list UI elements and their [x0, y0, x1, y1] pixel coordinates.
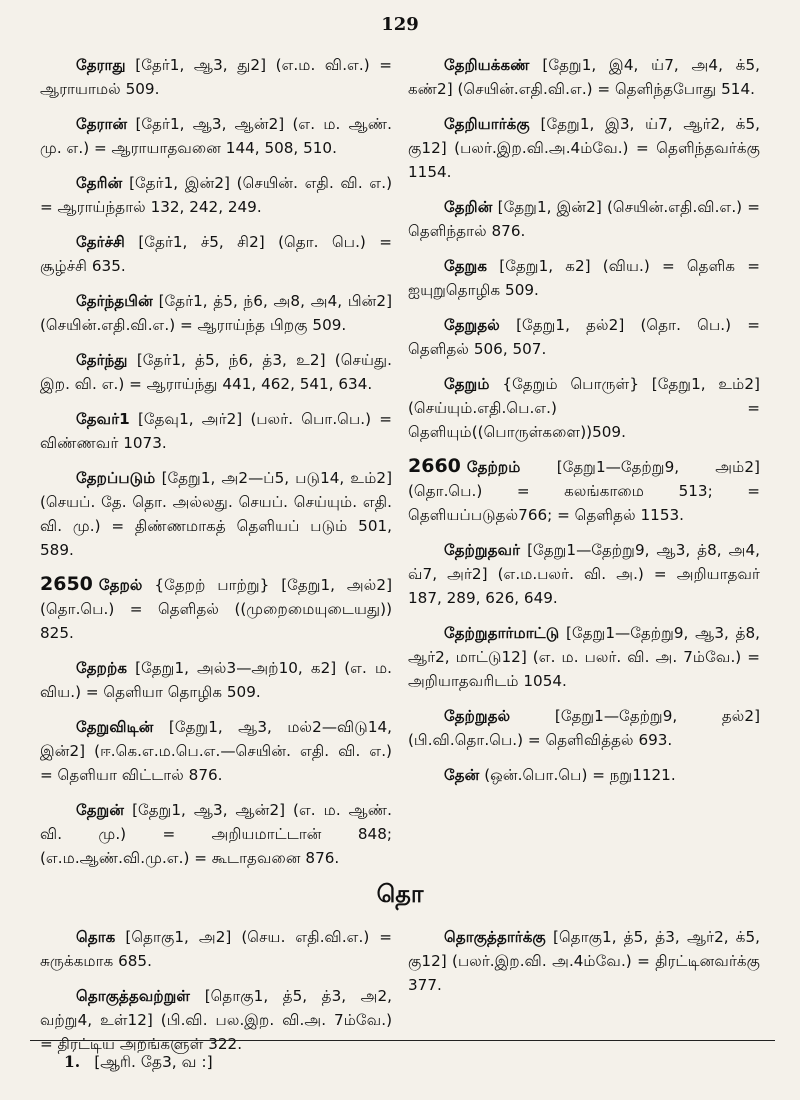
dictionary-entry [40, 111, 392, 160]
right-column [408, 52, 760, 797]
left-column-lower [40, 924, 392, 1066]
entry-headword: தேறியார்க்கு [444, 115, 530, 133]
entry-body: [தேறு1—தேற்று9, ஆ3, த்8, அ4, வ்7, அர்2] (எ.ம.பலர். வி. அ.) = அறியாதவர் 187, 289, 626, 649. [408, 541, 760, 607]
entry-body: [தேர்1, ஆ3, ஆன்2] (எ. ம. ஆண். மு. எ.) = ஆராயாதவனை 144, 508, 510. [40, 115, 392, 157]
entry-headword: தேற்றுதல் [444, 707, 511, 725]
footnote-divider [30, 1040, 775, 1041]
entry-body: [தேர்1, ச்5, சி2] (தொ. பெ.) = சூழ்ச்சி 635. [40, 233, 392, 275]
entry-body: [தேறு1, ஆ3, மல்2—விடு14, இன்2] (ஈ.கெ.எ.ம.பெ.எ.—செயின். எதி. வி. எ.) = தெளியா விட்டால் 876. [40, 718, 392, 784]
entry-headword: தேறியக்கண் [444, 56, 530, 74]
footnote-text: [ஆரி. தே3, வ :] [94, 1053, 213, 1071]
entry-body: {தேறற் பாற்று} [தேறு1, அல்2] (தொ.பெ.) = தெளிதல் ((முறைமையுடையது)) 825. [40, 576, 392, 642]
dictionary-entry [40, 572, 392, 645]
dictionary-entry [40, 347, 392, 396]
dictionary-entry [40, 170, 392, 219]
entry-body: [தேர்1, ஆ3, து2] (எ.ம. வி.எ.) = ஆராயாமல் 509. [40, 56, 392, 98]
entry-body: [தேறு1, இ3, ய்7, ஆர்2, க்5, கு12] (பலர்.இற.வி.அ.4ம்வே.) = தெளிந்தவர்க்கு 1154. [408, 115, 760, 181]
entry-headword: தேறுன் [76, 801, 125, 819]
entry-body: [தேர்1, இன்2] (செயின். எதி. வி. எ.) = ஆராய்ந்தால் 132, 242, 249. [40, 174, 392, 216]
dictionary-entry [408, 371, 760, 444]
entry-body: (ஒன்.பொ.பெ) = நறு1121. [479, 766, 676, 784]
section-heading: தொ [376, 880, 424, 908]
dictionary-entry [40, 797, 392, 870]
entry-headword: தேறுதல் [444, 316, 500, 334]
entry-body: [தேறு1, ஆ3, ஆன்2] (எ. ம. ஆண். வி. மு.) = அறியமாட்டான் 848; (எ.ம.ஆண்.வி.மு.எ.) = கூடாதவனை 876. [40, 801, 392, 867]
entry-body: [தொகு1, த்5, த்3, ஆர்2, க்5, கு12] (பலர்.இற.வி. அ.4ம்வே.) = திரட்டினவர்க்கு 377. [408, 928, 760, 994]
entry-headword: தேறற்க [76, 659, 128, 677]
entry-body: [தேர்1, த்5, ந்6, த்3, உ2] (செய்து. இற. வி. எ.) = ஆராய்ந்து 441, 462, 541, 634. [40, 351, 392, 393]
entry-headword: தொகுத்தவற்றுள் [76, 987, 191, 1005]
dictionary-entry [408, 924, 760, 997]
entry-headword: தேறல் [98, 576, 143, 594]
dictionary-entry [408, 537, 760, 610]
entry-headword: தேறும் [444, 375, 490, 393]
dictionary-entry [40, 983, 392, 1056]
dictionary-entry [40, 52, 392, 101]
entry-headword: தேவர்1 [76, 410, 130, 428]
dictionary-entry [40, 655, 392, 704]
dictionary-entry [408, 194, 760, 243]
entry-body: [தொகு1, அ2] (செய. எதி.வி.எ.) = சுருக்கமாக 685. [40, 928, 392, 970]
entry-body: [தேறு1, க2] (விய.) = தெளிக = ஐயுறுதொழிக 509. [408, 257, 760, 299]
dictionary-entry [408, 312, 760, 361]
dictionary-entry [40, 288, 392, 337]
entry-body: [தேறு1, இ4, ய்7, அ4, க்5, கண்2] (செயின்.எதி.வி.எ.) = தெளிந்தபோது 514. [408, 56, 760, 98]
dictionary-entry [40, 406, 392, 455]
dictionary-entry [40, 465, 392, 562]
entry-headword: தேற்றுதவர் [444, 541, 521, 559]
entry-headword: தேர்ச்சி [76, 233, 125, 251]
dictionary-entry [408, 454, 760, 527]
entry-headword: தொக [76, 928, 116, 946]
entry-headword: தொகுத்தார்க்கு [444, 928, 546, 946]
entry-headword: தேறுவிடின் [76, 718, 154, 736]
entry-headword: தேர்ந்து [76, 351, 128, 369]
entry-headword: தேரான் [76, 115, 128, 133]
entry-body: [தேறு1—தேற்று9, தல்2] (பி.வி.தொ.பெ.) = தெளிவித்தல் 693. [408, 707, 760, 749]
footnote [64, 1052, 213, 1073]
entry-body: [தேறு1, அ2—ப்5, படு14, உம்2] (செயப். தே. தொ. அல்லது. செயப். செய்யும். எதி. வி. மு.) = திண்ணமாகத் தெளியப் படும் 501, 589. [40, 469, 392, 559]
footnote-number: 1. [64, 1052, 81, 1071]
dictionary-entry [40, 924, 392, 973]
page-number: 129 [381, 14, 419, 35]
entry-body: [தேறு1, இன்2] (செயின்.எதி.வி.எ.) = தெளிந்தால் 876. [408, 198, 760, 240]
entry-body: {தேறும் பொருள்} [தேறு1, உம்2] (செய்யும்.எதி.பெ.எ.) = தெளியும்((பொருள்களை))509. [408, 375, 760, 441]
dictionary-entry [408, 52, 760, 101]
entry-body: [தேர்1, த்5, ந்6, அ8, அ4, பின்2] (செயின்.எதி.வி.எ.) = ஆராய்ந்த பிறகு 509. [40, 292, 392, 334]
entry-headword: தேற்றம் [466, 458, 521, 476]
entry-headword: தேற்றுதார்மாட்டு [444, 624, 560, 642]
entry-body: [தொகு1, த்5, த்3, அ2, வற்று4, உள்12] (பி.வி. பல.இற. வி.அ. 7ம்வே.) = திரட்டிய அறங்களுள் 322. [40, 987, 392, 1053]
dictionary-entry [408, 111, 760, 184]
entry-body: [தேவு1, அர்2] (பலர். பொ.பெ.) = விண்ணவர் 1073. [40, 410, 392, 452]
dictionary-entry [408, 620, 760, 693]
entry-headword: தேர்ந்தபின் [76, 292, 153, 310]
dictionary-entry [40, 714, 392, 787]
dictionary-entry [40, 229, 392, 278]
entry-body: [தேறு1, தல்2] (தொ. பெ.) = தெளிதல் 506, 507. [408, 316, 760, 358]
entry-body: [தேறு1—தேற்று9, அம்2] (தொ.பெ.) = கலங்காமை 513; = தெளியப்படுதல்766; = தெளிதல் 1153. [408, 458, 760, 524]
dictionary-entry [408, 253, 760, 302]
entry-headword: தேறப்படும் [76, 469, 156, 487]
entry-headword: தேறுக [444, 257, 488, 275]
entry-headword: தேறின் [444, 198, 493, 216]
entry-headword: தேராது [76, 56, 126, 74]
entry-headword: தேன் [444, 766, 480, 784]
right-column-lower [408, 924, 760, 1007]
entry-headword: தேரின் [76, 174, 123, 192]
entry-number: 2650 [40, 573, 93, 595]
dictionary-entry [408, 703, 760, 752]
left-column [40, 52, 392, 880]
dictionary-entry [408, 762, 760, 787]
entry-body: [தேறு1—தேற்று9, ஆ3, த்8, ஆர்2, மாட்டு12] (எ. ம. பலர். வி. அ. 7ம்வே.) = அறியாதவரிடம் 1054. [408, 624, 760, 690]
entry-number: 2660 [408, 455, 461, 477]
entry-body: [தேறு1, அல்3—அற்10, க2] (எ. ம. விய.) = தெளியா தொழிக 509. [40, 659, 392, 701]
